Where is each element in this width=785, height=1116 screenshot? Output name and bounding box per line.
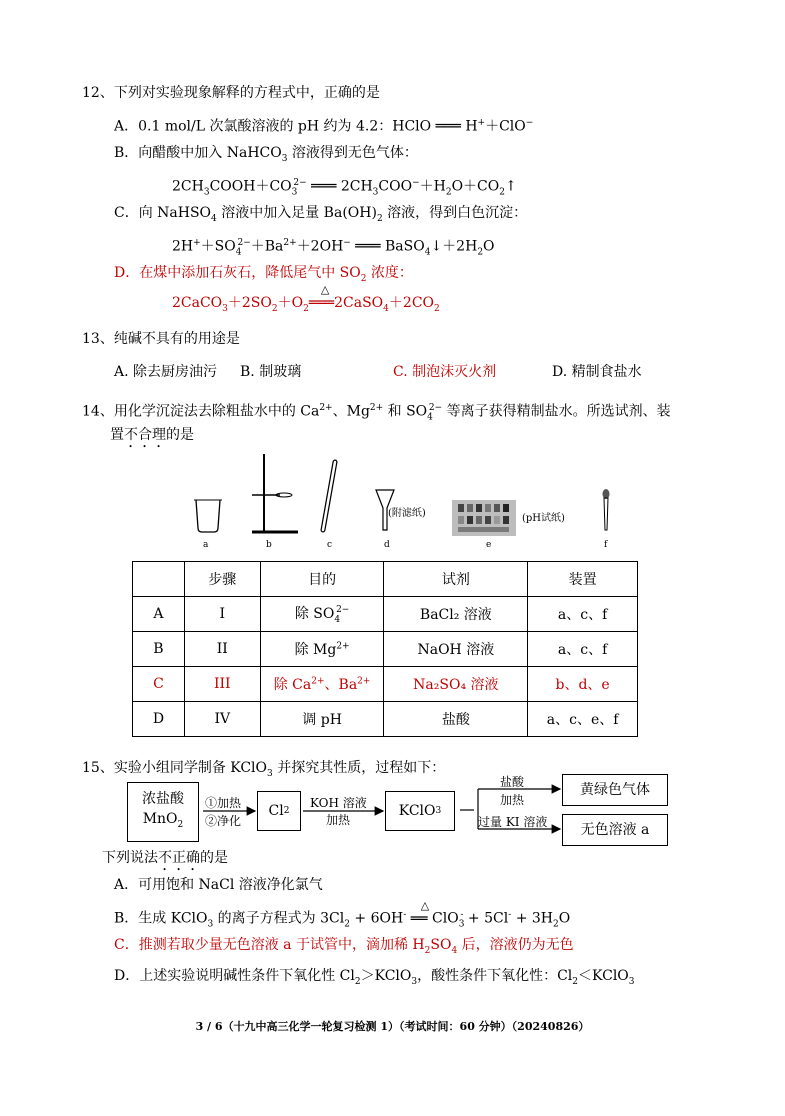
- ph-paper-note: (pH试纸): [522, 513, 565, 524]
- q14-stem: 14、用化学沉淀法去除粗盐水中的 $Ca^{2+}$、$Mg^{2+}$ 和 $SO_4^{2-}$ 等离子获得精制盐水。所选试剂、装: [82, 403, 671, 423]
- flow-box-yellow-gas: 黄绿色气体: [562, 774, 668, 806]
- heating-delta-symbol: △: [320, 283, 330, 296]
- q13-option-c: C. 制泡沫灭火剂: [393, 364, 497, 380]
- row-goal: 除 $Mg^{2+}$: [260, 632, 384, 667]
- row-step: II: [184, 632, 260, 667]
- header-cell: 目的: [260, 562, 384, 597]
- q15-option-a: A．可用饱和 NaCl 溶液净化氯气: [114, 877, 323, 893]
- row-step: IV: [184, 702, 260, 737]
- page-footer: 3 / 6（十九中高三化学一轮复习检测 1）（考试时间：60 分钟）（20240826）: [195, 1020, 590, 1033]
- flow-box-kclo3: KClO 3: [385, 791, 455, 831]
- row-step: III: [184, 667, 260, 702]
- flow-step1-heat: ①加热: [205, 796, 242, 810]
- row-reagent: NaOH 溶液: [384, 632, 528, 667]
- q15-intro: 下列说法不正确的是: [102, 850, 228, 866]
- row-device: a、c、f: [528, 597, 638, 632]
- row-device: a、c、e、f: [528, 702, 638, 737]
- row-option: A: [133, 597, 185, 632]
- flow-step1-purify: ②净化: [205, 814, 242, 828]
- flow-box-cl2: Cl 2: [257, 791, 301, 831]
- header-cell: 步骤: [184, 562, 260, 597]
- q13-option-a: A. 除去厨房油污: [114, 364, 218, 380]
- q12-stem: 12、下列对实验现象解释的方程式中，正确的是: [82, 85, 380, 101]
- label-a: a: [203, 540, 209, 550]
- q12-option-b-equation: $2CH_3COOH+CO_3^{2-}$ ═══ $2CH_3COO^-+H_2O+CO_2↑$: [172, 178, 517, 198]
- label-d: d: [384, 540, 390, 550]
- q13-option-d: D. 精制食盐水: [552, 364, 642, 380]
- q13-stem: 13、纯碱不具有的用途是: [82, 331, 240, 347]
- heating-delta-symbol: △: [420, 898, 430, 912]
- flow-branch-ki: 过量 KI 溶液: [478, 815, 548, 829]
- flow-step2-heat: 加热: [326, 813, 351, 827]
- row-step: I: [184, 597, 260, 632]
- row-option: D: [133, 702, 185, 737]
- row-option: B: [133, 632, 185, 667]
- row-goal: 除 $Ca^{2+}$、$Ba^{2+}$: [260, 667, 384, 702]
- row-reagent: BaCl₂ 溶液: [384, 597, 528, 632]
- row-option: C: [133, 667, 185, 702]
- flow-box-colorless-solution: 无色溶液 a: [562, 814, 668, 846]
- label-f: f: [604, 540, 608, 550]
- q14-stem-line2: 置不合理的是: [110, 427, 194, 443]
- q12-option-c-equation: $2H^++SO_4^{2-}+Ba^{2+}+2OH^-$ ═══ $BaSO_4↓+2H_2O$: [172, 238, 495, 258]
- flow-branch-acid: 盐酸: [500, 775, 525, 789]
- q12-option-d-equation: $2CaCO_3+2SO_2+O_2$ △ $═══2CaSO_4+2CO_2$: [172, 293, 440, 319]
- label-e: e: [486, 540, 492, 550]
- q15-option-c: C．推测若取少量无色溶液 a 于试管中，滴加稀 $H_2SO_4$ 后，溶液仍为无色: [114, 937, 574, 956]
- header-cell: 装置: [528, 562, 638, 597]
- flow-branch-heat: 加热: [500, 793, 525, 807]
- label-b: b: [266, 540, 272, 550]
- flow-box-reactants: 浓盐酸 MnO$_2$: [127, 782, 199, 842]
- row-reagent: 盐酸: [384, 702, 528, 737]
- q12-option-d: D．在煤中添加石灰石，降低尾气中 $SO_2$ 浓度：: [114, 265, 413, 284]
- flow-step2-koh: KOH 溶液: [310, 796, 367, 810]
- row-reagent: Na₂SO₄ 溶液: [384, 667, 528, 702]
- row-goal: 除 $SO_4^{2-}$: [260, 597, 384, 632]
- funnel-note: (附滤纸): [388, 508, 426, 519]
- q15-option-b: B．生成 KClO$_3$ 的离子方程式为 $3Cl_2 + 6OH^-$ △ ══ $ClO_3^- + 5Cl^- + 3H_2O$: [114, 905, 570, 934]
- header-cell: 试剂: [384, 562, 528, 597]
- row-goal: 调 pH: [260, 702, 384, 737]
- q12-option-b: B．向醋酸中加入 NaHCO$_3$ 溶液得到无色气体：: [114, 145, 418, 164]
- row-device: a、c、f: [528, 632, 638, 667]
- q15-option-d: D．上述实验说明碱性条件下氧化性 $Cl_2>KClO_3$，酸性条件下氧化性：$Cl_2<KClO_3$: [114, 968, 635, 987]
- q12-option-a: A．0.1 mol/L 次氯酸溶液的 pH 约为 4.2：HClO ═══ H+＋ClO−: [114, 118, 534, 135]
- label-c: c: [327, 540, 333, 550]
- q13-option-b: B. 制玻璃: [240, 364, 302, 380]
- q15-stem: 15、实验小组同学制备 KClO$_3$ 并探究其性质，过程如下：: [82, 760, 446, 779]
- q12-option-c: C．向 NaHSO$_4$ 溶液中加入足量 $Ba(OH)_2$ 溶液，得到白色沉淀：: [114, 205, 528, 224]
- row-device: b、d、e: [528, 667, 638, 702]
